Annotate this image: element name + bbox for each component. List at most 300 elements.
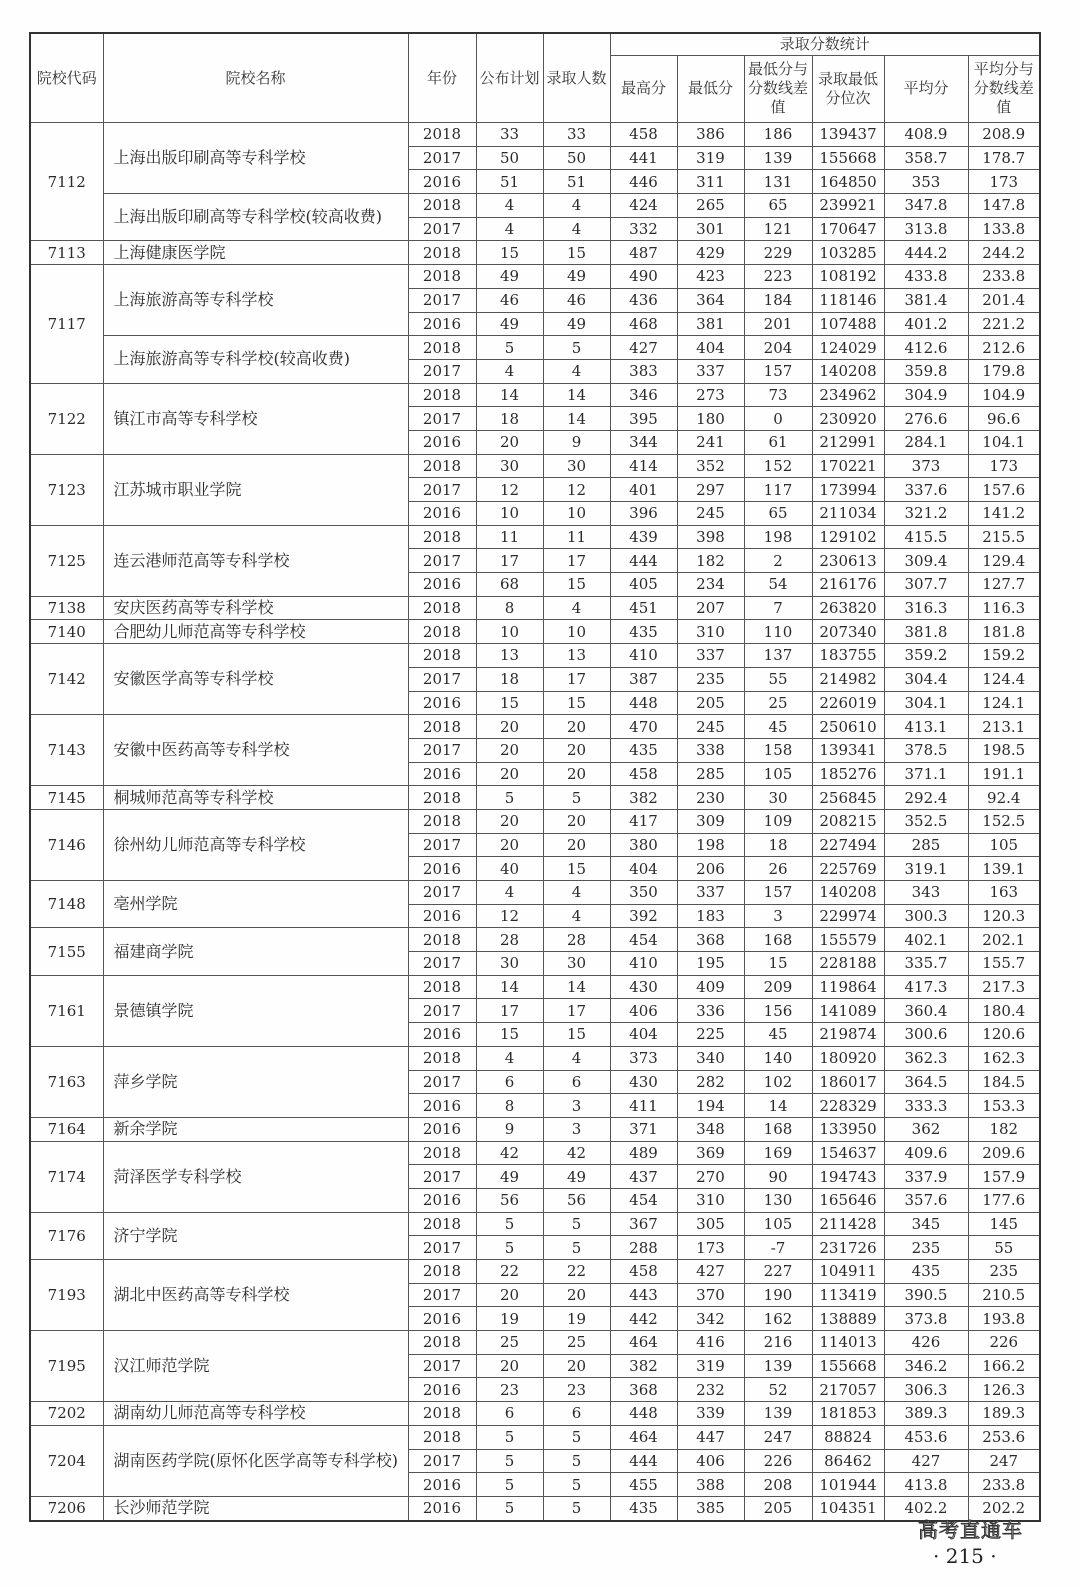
cell-year: 2017: [408, 738, 476, 762]
cell-avg: 402.2: [884, 1496, 968, 1520]
school-name: 汉江师范学院: [103, 1331, 408, 1402]
header-min-diff: 最低分与分数线差值: [744, 55, 812, 122]
table-row: [30, 525, 1040, 549]
cell-year: 2016: [408, 170, 476, 194]
cell-avg: 284.1: [884, 430, 968, 454]
cell-admitted: 42: [543, 1141, 610, 1165]
cell-avg-diff: 163: [968, 881, 1040, 905]
cell-avg-diff: 159.2: [968, 644, 1040, 668]
cell-min: 385: [677, 1496, 744, 1520]
cell-min-diff: 61: [744, 430, 812, 454]
cell-plan: 20: [476, 715, 543, 739]
cell-avg: 413.8: [884, 1473, 968, 1497]
cell-min-diff: 73: [744, 383, 812, 407]
cell-max: 344: [610, 430, 677, 454]
cell-min: 388: [677, 1473, 744, 1497]
cell-admitted: 5: [543, 1425, 610, 1449]
cell-admitted: 28: [543, 928, 610, 952]
cell-avg-diff: 153.3: [968, 1094, 1040, 1118]
cell-avg: 319.1: [884, 857, 968, 881]
cell-admitted: 49: [543, 265, 610, 289]
header-min: 最低分: [677, 55, 744, 122]
cell-admitted: 10: [543, 620, 610, 644]
cell-plan: 5: [476, 1212, 543, 1236]
school-name: 桐城师范高等专科学校: [103, 786, 408, 810]
cell-avg-diff: 247: [968, 1449, 1040, 1473]
cell-min-rank: 155668: [812, 146, 884, 170]
cell-min-rank: 114013: [812, 1331, 884, 1355]
school-code: 7202: [30, 1402, 103, 1426]
cell-min: 310: [677, 620, 744, 644]
cell-min-rank: 129102: [812, 525, 884, 549]
cell-avg: 413.1: [884, 715, 968, 739]
cell-admitted: 10: [543, 502, 610, 526]
cell-avg-diff: 177.6: [968, 1188, 1040, 1212]
cell-plan: 15: [476, 241, 543, 265]
cell-year: 2017: [408, 833, 476, 857]
cell-max: 387: [610, 667, 677, 691]
cell-min: 409: [677, 975, 744, 999]
cell-min-diff: 0: [744, 407, 812, 431]
cell-plan: 20: [476, 1354, 543, 1378]
cell-min: 173: [677, 1236, 744, 1260]
cell-max: 443: [610, 1283, 677, 1307]
cell-year: 2018: [408, 525, 476, 549]
cell-year: 2018: [408, 809, 476, 833]
cell-min: 273: [677, 383, 744, 407]
cell-avg: 360.4: [884, 999, 968, 1023]
cell-avg-diff: 180.4: [968, 999, 1040, 1023]
table-row: [30, 1046, 1040, 1070]
cell-min: 342: [677, 1307, 744, 1331]
cell-min-rank: 141089: [812, 999, 884, 1023]
cell-admitted: 17: [543, 667, 610, 691]
cell-avg: 417.3: [884, 975, 968, 999]
cell-min-diff: 158: [744, 738, 812, 762]
cell-max: 396: [610, 502, 677, 526]
cell-year: 2017: [408, 1236, 476, 1260]
cell-min: 234: [677, 573, 744, 597]
cell-avg: 304.1: [884, 691, 968, 715]
cell-min-diff: 3: [744, 904, 812, 928]
school-name: 湖北中医药高等专科学校: [103, 1260, 408, 1331]
cell-min: 194: [677, 1094, 744, 1118]
cell-avg-diff: 202.1: [968, 928, 1040, 952]
cell-year: 2017: [408, 407, 476, 431]
cell-plan: 14: [476, 975, 543, 999]
cell-min-diff: 209: [744, 975, 812, 999]
cell-plan: 18: [476, 407, 543, 431]
cell-min-diff: 90: [744, 1165, 812, 1189]
cell-min: 230: [677, 786, 744, 810]
cell-min-rank: 185276: [812, 762, 884, 786]
school-name: 福建商学院: [103, 928, 408, 975]
cell-min-rank: 119864: [812, 975, 884, 999]
cell-min: 245: [677, 715, 744, 739]
cell-min: 429: [677, 241, 744, 265]
cell-year: 2016: [408, 1117, 476, 1141]
cell-admitted: 20: [543, 1354, 610, 1378]
cell-avg: 300.6: [884, 1023, 968, 1047]
cell-year: 2017: [408, 359, 476, 383]
cell-avg: 357.6: [884, 1188, 968, 1212]
cell-max: 411: [610, 1094, 677, 1118]
school-code: 7163: [30, 1046, 103, 1117]
cell-admitted: 15: [543, 241, 610, 265]
cell-avg-diff: 147.8: [968, 194, 1040, 218]
cell-year: 2017: [408, 881, 476, 905]
school-code: 7193: [30, 1260, 103, 1331]
cell-avg: 408.9: [884, 123, 968, 147]
cell-year: 2016: [408, 573, 476, 597]
cell-min: 339: [677, 1402, 744, 1426]
table-row: [30, 928, 1040, 952]
cell-year: 2018: [408, 715, 476, 739]
cell-avg: 352.5: [884, 809, 968, 833]
cell-max: 430: [610, 975, 677, 999]
cell-avg-diff: 210.5: [968, 1283, 1040, 1307]
cell-min-rank: 133950: [812, 1117, 884, 1141]
cell-min-diff: 152: [744, 454, 812, 478]
cell-year: 2017: [408, 1165, 476, 1189]
cell-min-diff: 184: [744, 288, 812, 312]
cell-avg-diff: 157.9: [968, 1165, 1040, 1189]
cell-avg-diff: 126.3: [968, 1378, 1040, 1402]
cell-max: 458: [610, 762, 677, 786]
cell-min-rank: 211428: [812, 1212, 884, 1236]
cell-plan: 51: [476, 170, 543, 194]
cell-max: 380: [610, 833, 677, 857]
cell-max: 368: [610, 1378, 677, 1402]
table-row: [30, 1260, 1040, 1284]
cell-avg: 292.4: [884, 786, 968, 810]
cell-avg: 337.9: [884, 1165, 968, 1189]
cell-avg-diff: 129.4: [968, 549, 1040, 573]
cell-max: 350: [610, 881, 677, 905]
cell-min-diff: 30: [744, 786, 812, 810]
cell-min-diff: 205: [744, 1496, 812, 1520]
cell-max: 332: [610, 217, 677, 241]
cell-avg-diff: 226: [968, 1331, 1040, 1355]
cell-min-diff: 140: [744, 1046, 812, 1070]
cell-min-diff: 15: [744, 952, 812, 976]
cell-avg-diff: 155.7: [968, 952, 1040, 976]
cell-max: 436: [610, 288, 677, 312]
cell-year: 2017: [408, 146, 476, 170]
cell-plan: 14: [476, 383, 543, 407]
cell-avg-diff: 233.8: [968, 265, 1040, 289]
table-row: [30, 644, 1040, 668]
cell-min-rank: 154637: [812, 1141, 884, 1165]
school-name: 上海旅游高等专科学校: [103, 265, 408, 336]
cell-min-rank: 207340: [812, 620, 884, 644]
cell-min: 337: [677, 644, 744, 668]
cell-avg-diff: 141.2: [968, 502, 1040, 526]
cell-min-diff: 7: [744, 596, 812, 620]
cell-year: 2018: [408, 975, 476, 999]
cell-max: 427: [610, 336, 677, 360]
cell-admitted: 5: [543, 1496, 610, 1520]
cell-avg: 433.8: [884, 265, 968, 289]
cell-avg-diff: 124.1: [968, 691, 1040, 715]
cell-min: 241: [677, 430, 744, 454]
cell-admitted: 25: [543, 1331, 610, 1355]
cell-max: 424: [610, 194, 677, 218]
cell-year: 2018: [408, 194, 476, 218]
school-code: 7206: [30, 1496, 103, 1520]
cell-admitted: 20: [543, 833, 610, 857]
cell-year: 2016: [408, 857, 476, 881]
cell-min: 423: [677, 265, 744, 289]
cell-avg: 321.2: [884, 502, 968, 526]
cell-year: 2018: [408, 241, 476, 265]
cell-max: 444: [610, 549, 677, 573]
cell-avg-diff: 193.8: [968, 1307, 1040, 1331]
cell-min-diff: 25: [744, 691, 812, 715]
cell-admitted: 4: [543, 194, 610, 218]
cell-min: 352: [677, 454, 744, 478]
cell-avg-diff: 189.3: [968, 1402, 1040, 1426]
header-avg: 平均分: [884, 55, 968, 122]
cell-min-diff: 204: [744, 336, 812, 360]
cell-year: 2017: [408, 952, 476, 976]
cell-min: 198: [677, 833, 744, 857]
cell-min-rank: 230613: [812, 549, 884, 573]
school-name: 上海出版印刷高等专科学校(较高收费): [103, 194, 408, 241]
cell-avg: 381.4: [884, 288, 968, 312]
cell-avg-diff: 212.6: [968, 336, 1040, 360]
cell-min: 369: [677, 1141, 744, 1165]
cell-min-diff: 109: [744, 809, 812, 833]
cell-admitted: 4: [543, 904, 610, 928]
school-name: 合肥幼儿师范高等专科学校: [103, 620, 408, 644]
cell-max: 454: [610, 1188, 677, 1212]
cell-min-diff: 14: [744, 1094, 812, 1118]
cell-plan: 4: [476, 1046, 543, 1070]
cell-min-diff: -7: [744, 1236, 812, 1260]
cell-min: 232: [677, 1378, 744, 1402]
cell-plan: 49: [476, 1165, 543, 1189]
school-name: 镇江市高等专科学校: [103, 383, 408, 454]
cell-min-rank: 183755: [812, 644, 884, 668]
school-code: 7138: [30, 596, 103, 620]
table-row: [30, 194, 1040, 218]
cell-year: 2018: [408, 1402, 476, 1426]
cell-avg-diff: 96.6: [968, 407, 1040, 431]
cell-max: 490: [610, 265, 677, 289]
cell-min-rank: 124029: [812, 336, 884, 360]
cell-plan: 8: [476, 596, 543, 620]
cell-min-rank: 239921: [812, 194, 884, 218]
header-max: 最高分: [610, 55, 677, 122]
cell-min-diff: 169: [744, 1141, 812, 1165]
cell-admitted: 5: [543, 1473, 610, 1497]
cell-min-rank: 155668: [812, 1354, 884, 1378]
cell-avg: 347.8: [884, 194, 968, 218]
cell-avg-diff: 198.5: [968, 738, 1040, 762]
cell-plan: 20: [476, 738, 543, 762]
cell-year: 2017: [408, 549, 476, 573]
cell-avg-diff: 253.6: [968, 1425, 1040, 1449]
cell-admitted: 11: [543, 525, 610, 549]
cell-min-rank: 139341: [812, 738, 884, 762]
header-code: 院校代码: [30, 33, 103, 123]
cell-plan: 30: [476, 454, 543, 478]
school-code: 7204: [30, 1425, 103, 1496]
cell-min-diff: 117: [744, 478, 812, 502]
cell-min-rank: 139437: [812, 123, 884, 147]
cell-min-rank: 170647: [812, 217, 884, 241]
cell-max: 468: [610, 312, 677, 336]
cell-avg: 333.3: [884, 1094, 968, 1118]
table-row: [30, 975, 1040, 999]
cell-admitted: 56: [543, 1188, 610, 1212]
cell-avg: 389.3: [884, 1402, 968, 1426]
cell-plan: 5: [476, 1473, 543, 1497]
cell-plan: 20: [476, 762, 543, 786]
cell-year: 2017: [408, 288, 476, 312]
cell-avg: 304.9: [884, 383, 968, 407]
cell-year: 2018: [408, 786, 476, 810]
cell-avg: 285: [884, 833, 968, 857]
cell-avg: 358.7: [884, 146, 968, 170]
cell-avg-diff: 166.2: [968, 1354, 1040, 1378]
cell-min-rank: 208215: [812, 809, 884, 833]
cell-min: 337: [677, 881, 744, 905]
cell-min-rank: 164850: [812, 170, 884, 194]
cell-min-diff: 26: [744, 857, 812, 881]
cell-min: 336: [677, 999, 744, 1023]
cell-min-diff: 54: [744, 573, 812, 597]
cell-min: 297: [677, 478, 744, 502]
cell-admitted: 46: [543, 288, 610, 312]
cell-min: 206: [677, 857, 744, 881]
cell-avg: 235: [884, 1236, 968, 1260]
cell-year: 2017: [408, 999, 476, 1023]
header-avg-diff: 平均分与分数线差值: [968, 55, 1040, 122]
cell-plan: 12: [476, 478, 543, 502]
cell-avg: 346.2: [884, 1354, 968, 1378]
cell-admitted: 15: [543, 1023, 610, 1047]
cell-min: 245: [677, 502, 744, 526]
cell-max: 383: [610, 359, 677, 383]
cell-min-diff: 157: [744, 881, 812, 905]
cell-admitted: 20: [543, 715, 610, 739]
cell-year: 2018: [408, 1331, 476, 1355]
school-code: 7155: [30, 928, 103, 975]
cell-min-diff: 157: [744, 359, 812, 383]
table-row: [30, 881, 1040, 905]
cell-admitted: 5: [543, 336, 610, 360]
cell-avg-diff: 202.2: [968, 1496, 1040, 1520]
cell-plan: 6: [476, 1402, 543, 1426]
school-name: 安庆医药高等专科学校: [103, 596, 408, 620]
cell-min-rank: 104351: [812, 1496, 884, 1520]
cell-admitted: 3: [543, 1117, 610, 1141]
table-row: [30, 1141, 1040, 1165]
cell-plan: 10: [476, 620, 543, 644]
cell-admitted: 4: [543, 596, 610, 620]
cell-plan: 5: [476, 1425, 543, 1449]
cell-min: 348: [677, 1117, 744, 1141]
cell-min-rank: 230920: [812, 407, 884, 431]
cell-min-diff: 201: [744, 312, 812, 336]
cell-min-rank: 107488: [812, 312, 884, 336]
cell-year: 2018: [408, 454, 476, 478]
cell-max: 435: [610, 738, 677, 762]
admission-score-table: [29, 32, 1041, 1522]
cell-min-rank: 226019: [812, 691, 884, 715]
cell-avg: 435: [884, 1260, 968, 1284]
cell-max: 346: [610, 383, 677, 407]
cell-min-rank: 217057: [812, 1378, 884, 1402]
cell-max: 437: [610, 1165, 677, 1189]
cell-avg: 427: [884, 1449, 968, 1473]
cell-min-rank: 181853: [812, 1402, 884, 1426]
cell-max: 451: [610, 596, 677, 620]
cell-year: 2018: [408, 928, 476, 952]
cell-plan: 12: [476, 904, 543, 928]
cell-year: 2017: [408, 1354, 476, 1378]
cell-min-rank: 214982: [812, 667, 884, 691]
cell-plan: 20: [476, 833, 543, 857]
cell-admitted: 3: [543, 1094, 610, 1118]
cell-min: 319: [677, 146, 744, 170]
cell-year: 2016: [408, 691, 476, 715]
cell-plan: 10: [476, 502, 543, 526]
cell-max: 382: [610, 1354, 677, 1378]
cell-avg: 362.3: [884, 1046, 968, 1070]
cell-plan: 22: [476, 1260, 543, 1284]
cell-year: 2016: [408, 762, 476, 786]
table-row: [30, 265, 1040, 289]
cell-plan: 28: [476, 928, 543, 952]
cell-year: 2018: [408, 265, 476, 289]
cell-plan: 40: [476, 857, 543, 881]
school-name: 上海健康医学院: [103, 241, 408, 265]
cell-avg: 401.2: [884, 312, 968, 336]
cell-avg-diff: 208.9: [968, 123, 1040, 147]
school-code: 7140: [30, 620, 103, 644]
cell-avg-diff: 173: [968, 454, 1040, 478]
cell-min-diff: 52: [744, 1378, 812, 1402]
cell-year: 2017: [408, 1449, 476, 1473]
cell-avg-diff: 152.5: [968, 809, 1040, 833]
cell-min-diff: 65: [744, 502, 812, 526]
cell-min-rank: 88824: [812, 1425, 884, 1449]
cell-avg-diff: 92.4: [968, 786, 1040, 810]
cell-year: 2016: [408, 1188, 476, 1212]
cell-avg: 444.2: [884, 241, 968, 265]
cell-max: 489: [610, 1141, 677, 1165]
cell-avg: 304.4: [884, 667, 968, 691]
cell-min-rank: 231726: [812, 1236, 884, 1260]
school-code: 7161: [30, 975, 103, 1046]
cell-plan: 20: [476, 430, 543, 454]
cell-min-diff: 190: [744, 1283, 812, 1307]
table-row: [30, 1212, 1040, 1236]
cell-year: 2017: [408, 667, 476, 691]
cell-avg: 364.5: [884, 1070, 968, 1094]
cell-admitted: 22: [543, 1260, 610, 1284]
cell-min-diff: 162: [744, 1307, 812, 1331]
cell-min-rank: 228188: [812, 952, 884, 976]
cell-min-rank: 227494: [812, 833, 884, 857]
cell-plan: 17: [476, 549, 543, 573]
school-name: 安徽中医药高等专科学校: [103, 715, 408, 786]
cell-min: 338: [677, 738, 744, 762]
cell-max: 414: [610, 454, 677, 478]
